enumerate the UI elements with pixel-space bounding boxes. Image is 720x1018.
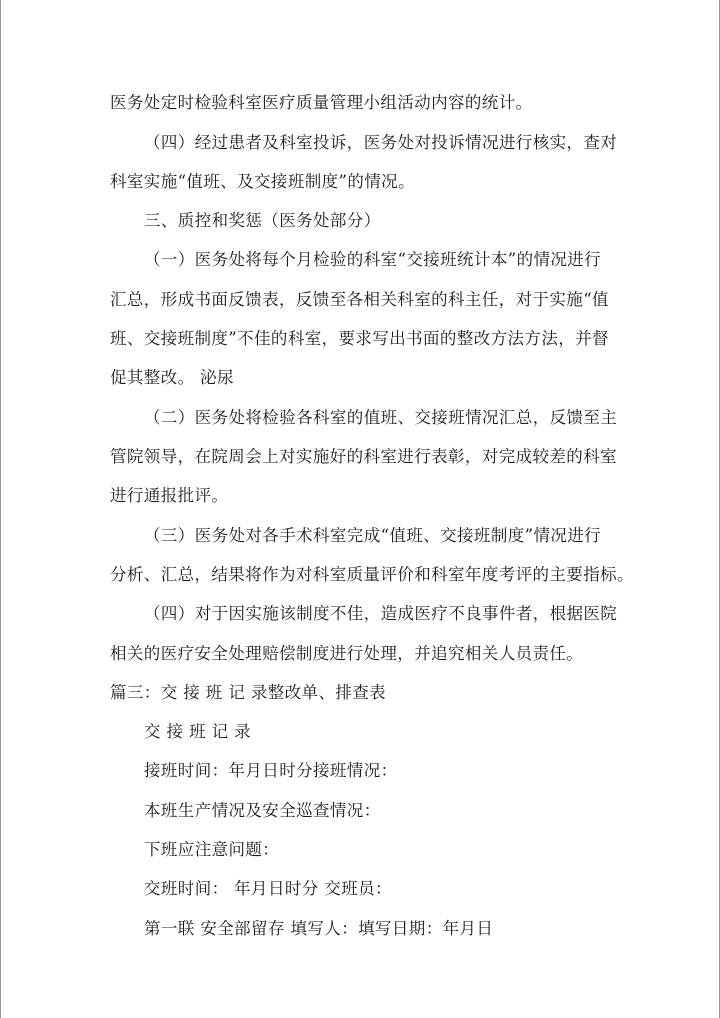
paragraph-line: 进行通报批评。 (110, 486, 229, 505)
page-border-left (0, 0, 1, 1018)
paragraph-line: （一）医务处将每个月检验的科室“交接班统计本”的情况进行 (144, 250, 602, 269)
form-line: 交班时间： 年月日时分 交班员： (144, 879, 392, 898)
form-line: 第一联 安全部留存 填写人：填写日期：年月日 (144, 919, 494, 938)
form-line: 接班时间：年月日时分接班情况： (144, 761, 398, 780)
section-heading: 三、质控和奖惩（医务处部分） (144, 211, 381, 230)
paragraph-line: 管院领导，在院周会上对实施好的科室进行表彰，对完成较差的科室 (110, 447, 617, 466)
paragraph-line: （二）医务处将检验各科室的值班、交接班情况汇总，反馈至主 (144, 408, 618, 427)
paragraph-line: （三）医务处对各手术科室完成“值班、交接班制度”情况进行 (144, 526, 602, 545)
paragraph-line: 汇总，形成书面反馈表，反馈至各相关科室的科主任，对于实施“值 (110, 290, 609, 309)
paragraph-line: 分析、汇总，结果将作为对科室质量评价和科室年度考评的主要指标。 (110, 565, 634, 584)
paragraph-line: 医务处定时检验科室医疗质量管理小组活动内容的统计。 (110, 93, 533, 112)
paragraph-line: （四）经过患者及科室投诉，医务处对投诉情况进行核实，查对 (144, 133, 618, 152)
form-title: 交 接 班 记 录 (144, 722, 252, 741)
paragraph-line: 相关的医疗安全处理赔偿制度进行处理，并追究相关人员责任。 (110, 644, 584, 663)
paragraph-line: （四）对于因实施该制度不佳，造成医疗不良事件者，根据医院 (144, 604, 618, 623)
form-line: 下班应注意问题： (144, 840, 280, 859)
section-heading: 篇三：交 接 班 记 录整改单、排查表 (110, 683, 387, 702)
form-line: 本班生产情况及安全巡查情况： (144, 801, 381, 820)
paragraph-line: 促其整改。 泌尿 (110, 368, 234, 387)
paragraph-line: 班、交接班制度”不佳的科室，要求写出书面的整改方法方法，并督 (110, 329, 609, 348)
paragraph-line: 科室实施“值班、及交接班制度”的情况。 (110, 172, 415, 191)
